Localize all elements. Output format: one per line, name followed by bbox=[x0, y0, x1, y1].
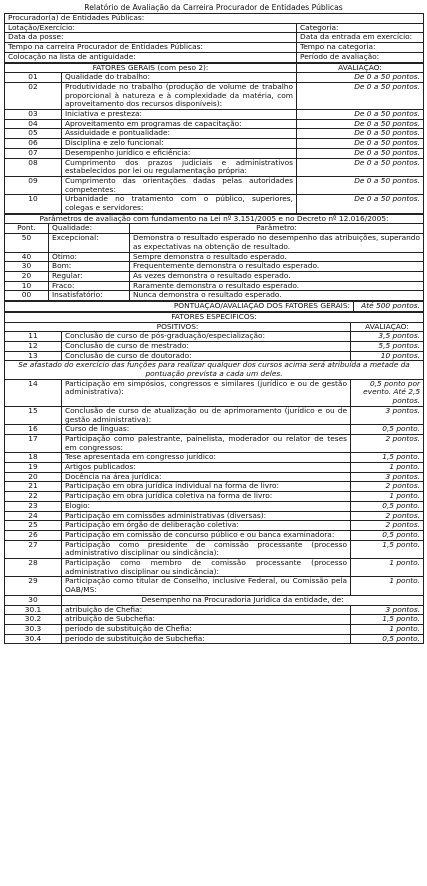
item-value: 3,5 pontos. bbox=[351, 332, 424, 342]
item-number: 08 bbox=[5, 158, 62, 176]
item-value: 0,5 ponto. bbox=[351, 530, 424, 540]
item-text: Artigos publicados: bbox=[62, 463, 351, 473]
item-text: Iniciativa e presteza: bbox=[62, 110, 297, 120]
pont-cell: 30 bbox=[5, 262, 49, 272]
item-value: 2 pontos. bbox=[351, 511, 424, 521]
item-value: 0,5 ponto. bbox=[351, 501, 424, 511]
qual-cell: Bom: bbox=[49, 262, 130, 272]
especificos-title: FATORES ESPECÍFICOS: bbox=[5, 312, 424, 322]
table-row bbox=[5, 341, 424, 351]
item-text: atribuição de Chefia: bbox=[62, 605, 351, 615]
especificos-table bbox=[4, 312, 424, 645]
item-value: De 0 a 50 pontos. bbox=[297, 129, 424, 139]
item-value: De 0 a 50 pontos. bbox=[297, 82, 424, 109]
item-text: Participação como presidente de comissão processante (processo administrativo disciplinar ou sindicância): bbox=[62, 540, 351, 558]
item-text: período de substituição de Chefia: bbox=[62, 625, 351, 635]
item-value: 5,5 pontos. bbox=[351, 341, 424, 351]
table-row bbox=[5, 634, 424, 644]
item-number: 26 bbox=[5, 530, 62, 540]
item-number: 05 bbox=[5, 129, 62, 139]
gerais-eval-header: AVALIAÇÃO: bbox=[297, 63, 424, 73]
item-value: De 0 a 50 pontos. bbox=[297, 148, 424, 158]
table-row bbox=[5, 501, 424, 511]
param-cell: Frequentemente demonstra o resultado esperado. bbox=[130, 262, 424, 272]
item-number: 03 bbox=[5, 110, 62, 120]
colocacao-field: Colocação na lista de antiguidade: bbox=[5, 52, 297, 62]
table-row bbox=[5, 176, 424, 194]
item-text: Tese apresentada em congresso jurídico: bbox=[62, 453, 351, 463]
item-number: 23 bbox=[5, 501, 62, 511]
item-number: 14 bbox=[5, 379, 62, 406]
qual-cell: Insatisfatório: bbox=[49, 291, 130, 301]
gerais-header: FATORES GERAIS (com peso 2): bbox=[5, 63, 297, 73]
item-text: Participação como palestrante, painelista, moderador ou relator de teses em congressos: bbox=[62, 434, 351, 452]
item-number: 18 bbox=[5, 453, 62, 463]
item-number: 29 bbox=[5, 577, 62, 595]
item-value: 1 ponto. bbox=[351, 625, 424, 635]
item-text: Assiduidade e pontualidade: bbox=[62, 129, 297, 139]
item-number: 25 bbox=[5, 521, 62, 531]
tempo-categoria-field: Tempo na categoria: bbox=[297, 43, 424, 53]
item-number: 28 bbox=[5, 559, 62, 577]
item-text: atribuição de Subchefia: bbox=[62, 615, 351, 625]
item-text: Curso de línguas: bbox=[62, 425, 351, 435]
col-pont-header: Pont. bbox=[5, 224, 49, 234]
item-value: De 0 a 50 pontos. bbox=[297, 195, 424, 213]
item-number: 24 bbox=[5, 511, 62, 521]
page-title: Relatório de Avaliação da Carreira Procurador de Entidades Públicas bbox=[84, 3, 343, 12]
col-qual-header: Qualidade: bbox=[49, 224, 130, 234]
table-row bbox=[5, 158, 424, 176]
item-text: Conclusão de curso de doutorado: bbox=[62, 351, 351, 361]
total-value: Até 500 pontos. bbox=[354, 302, 424, 312]
item-text: Conclusão de curso de mestrado: bbox=[62, 341, 351, 351]
param-cell: Sempre demonstra o resultado esperado. bbox=[130, 252, 424, 262]
item-value: De 0 a 50 pontos. bbox=[297, 119, 424, 129]
periodo-field: Período de avaliação: bbox=[297, 52, 424, 62]
item-text: Cumprimento dos prazos judiciais e administrativos estabelecidos por lei ou regulamentação própria: bbox=[62, 158, 297, 176]
table-row bbox=[5, 540, 424, 558]
item-number: 12 bbox=[5, 341, 62, 351]
item-value: 3 pontos. bbox=[351, 472, 424, 482]
item-text: Qualidade do trabalho: bbox=[62, 73, 297, 83]
item-number: 20 bbox=[5, 472, 62, 482]
item-text: Participação em comissões administrativas (diversas): bbox=[62, 511, 351, 521]
item-number: 27 bbox=[5, 540, 62, 558]
item-text: Disciplina e zelo funcional: bbox=[62, 139, 297, 149]
item-text: Docência na área jurídica: bbox=[62, 472, 351, 482]
param-cell: Raramente demonstra o resultado esperado. bbox=[130, 281, 424, 291]
total-label: PONTUAÇÃO/AVALIAÇÃO DOS FATORES GERAIS: bbox=[5, 302, 354, 312]
table-row bbox=[5, 559, 424, 577]
item-number: 10 bbox=[5, 195, 62, 213]
table-row bbox=[5, 577, 424, 595]
item-value: 3 pontos. bbox=[351, 406, 424, 424]
item-text: Participação como membro de comissão processante (processo administrativo disciplinar ou sindicância): bbox=[62, 559, 351, 577]
table-row bbox=[5, 425, 424, 435]
table-row bbox=[5, 595, 424, 605]
qual-cell: Regular: bbox=[49, 271, 130, 281]
item-number: 09 bbox=[5, 176, 62, 194]
item-number: 07 bbox=[5, 148, 62, 158]
item-value: 2 pontos. bbox=[351, 482, 424, 492]
item-number: 30.1 bbox=[5, 605, 62, 615]
item-text: Participação como titular de Conselho, inclusive Federal, ou Comissão pela OAB/MS: bbox=[62, 577, 351, 595]
pont-cell: 00 bbox=[5, 291, 49, 301]
pont-cell: 20 bbox=[5, 271, 49, 281]
item-text: Conclusão de curso de pós-graduação/especialização: bbox=[62, 332, 351, 342]
item-text: Cumprimento das orientações dadas pelas autoridades competentes: bbox=[62, 176, 297, 194]
item-number: 04 bbox=[5, 119, 62, 129]
item-text: Produtividade no trabalho (produção de volume de trabalho proporcional à natureza e à complexidade da matéria, com aproveitamento dos recursos disponíveis): bbox=[62, 82, 297, 109]
item-value: 1 ponto. bbox=[351, 492, 424, 502]
item-text: Participação em comissão de concurso público e ou banca examinadora: bbox=[62, 530, 351, 540]
item-number: 30.4 bbox=[5, 634, 62, 644]
parametros-title: Parâmetros de avaliação com fundamento na Lei nº 3.151/2005 e no Decreto nº 12.016/2005: bbox=[5, 214, 424, 224]
item-number: 16 bbox=[5, 425, 62, 435]
item-text: Aproveitamento em programas de capacitação: bbox=[62, 119, 297, 129]
procurador-field: Procurador(a) de Entidades Públicas: bbox=[5, 14, 424, 24]
item-text: Conclusão de curso de atualização ou de aprimoramento (jurídico e ou de gestão administrativa): bbox=[62, 406, 351, 424]
data-posse-field: Data da posse: bbox=[5, 33, 297, 43]
item-number: 30 bbox=[5, 595, 62, 605]
item-number: 17 bbox=[5, 434, 62, 452]
item-value: 0,5 ponto. bbox=[351, 634, 424, 644]
item-text: Participação em simpósios, congressos e similares (jurídico e ou de gestão administrativa): bbox=[62, 379, 351, 406]
positivos-header: POSITIVOS: bbox=[5, 322, 351, 332]
table-row bbox=[5, 73, 424, 83]
col-param-header: Parâmetro: bbox=[130, 224, 424, 234]
table-row bbox=[5, 139, 424, 149]
item-value: 1 ponto. bbox=[351, 559, 424, 577]
lotacao-field: Lotação/Exercício: bbox=[5, 23, 297, 33]
item-number: 22 bbox=[5, 492, 62, 502]
item-number: 30.2 bbox=[5, 615, 62, 625]
item-value: De 0 a 50 pontos. bbox=[297, 110, 424, 120]
table-row bbox=[5, 110, 424, 120]
item-number: 15 bbox=[5, 406, 62, 424]
item-number: 11 bbox=[5, 332, 62, 342]
table-row bbox=[5, 332, 424, 342]
table-row bbox=[5, 234, 424, 252]
pont-cell: 50 bbox=[5, 234, 49, 252]
header-table bbox=[4, 13, 424, 63]
item-number: 06 bbox=[5, 139, 62, 149]
item-text: Participação em obra jurídica individual na forma de livro: bbox=[62, 482, 351, 492]
table-row bbox=[5, 291, 424, 301]
item-value: 1 ponto. bbox=[351, 463, 424, 473]
table-row bbox=[5, 271, 424, 281]
item-value: 1,5 ponto. bbox=[351, 540, 424, 558]
table-row bbox=[5, 82, 424, 109]
item-number: 30.3 bbox=[5, 625, 62, 635]
item-text: período de substituição de Subchefia: bbox=[62, 634, 351, 644]
categoria-field: Categoria: bbox=[297, 23, 424, 33]
item-value: 3 pontos. bbox=[351, 605, 424, 615]
item-text: Desempenho jurídico e eficiência: bbox=[62, 148, 297, 158]
item-number: 02 bbox=[5, 82, 62, 109]
especificos-eval-header: AVALIAÇÃO: bbox=[351, 322, 424, 332]
table-row bbox=[5, 463, 424, 473]
courses-note: Se afastado do exercício das funções para realizar qualquer dos cursos acima será atribuída a metade da pontuação prevista a cada um deles. bbox=[5, 361, 424, 379]
table-row bbox=[5, 406, 424, 424]
total-table bbox=[4, 301, 424, 312]
item-number: 13 bbox=[5, 351, 62, 361]
item-value: 0,5 ponto. bbox=[351, 425, 424, 435]
pont-cell: 40 bbox=[5, 252, 49, 262]
item-text: Participação em obra jurídica coletiva na forma de livro: bbox=[62, 492, 351, 502]
param-cell: Às vezes demonstra o resultado esperado. bbox=[130, 271, 424, 281]
param-cell: Nunca demonstra o resultado esperado. bbox=[130, 291, 424, 301]
item-number: 21 bbox=[5, 482, 62, 492]
item-text: Participação em órgão de deliberação coletiva: bbox=[62, 521, 351, 531]
table-row bbox=[5, 521, 424, 531]
item-value: 10 pontos. bbox=[351, 351, 424, 361]
item-value: 2 pontos. bbox=[351, 434, 424, 452]
item-text: Elogio: bbox=[62, 501, 351, 511]
item-text: Desempenho na Procuradoria Jurídica da entidade, de: bbox=[62, 595, 424, 605]
table-row bbox=[5, 492, 424, 502]
tempo-carreira-field: Tempo na carreira Procurador de Entidades Públicas: bbox=[5, 43, 297, 53]
param-cell: Demonstra o resultado esperado no desempenho das atribuições, superando as expectativas na obtenção de resultado. bbox=[130, 234, 424, 252]
data-entrada-field: Data da entrada em exercício: bbox=[297, 33, 424, 43]
parametros-table bbox=[4, 214, 424, 301]
table-row bbox=[5, 625, 424, 635]
qual-cell: Excepcional: bbox=[49, 234, 130, 252]
qual-cell: Fraco: bbox=[49, 281, 130, 291]
qual-cell: Ótimo: bbox=[49, 252, 130, 262]
item-value: 2 pontos. bbox=[351, 521, 424, 531]
pont-cell: 10 bbox=[5, 281, 49, 291]
table-row bbox=[5, 530, 424, 540]
item-value: 1,5 ponto. bbox=[351, 453, 424, 463]
item-value: De 0 a 50 pontos. bbox=[297, 158, 424, 176]
item-number: 01 bbox=[5, 73, 62, 83]
item-value: De 0 a 50 pontos. bbox=[297, 176, 424, 194]
item-value: De 0 a 50 pontos. bbox=[297, 139, 424, 149]
item-value: De 0 a 50 pontos. bbox=[297, 73, 424, 83]
table-row bbox=[5, 148, 424, 158]
table-row bbox=[5, 195, 424, 213]
table-row bbox=[5, 434, 424, 452]
item-number: 19 bbox=[5, 463, 62, 473]
item-value: 1 ponto. bbox=[351, 577, 424, 595]
item-value: 0,5 ponto por evento. Até 2,5 pontos. bbox=[351, 379, 424, 406]
table-row bbox=[5, 379, 424, 406]
item-text: Urbanidade no tratamento com o público, superiores, colegas e servidores: bbox=[62, 195, 297, 213]
item-value: 1,5 ponto. bbox=[351, 615, 424, 625]
gerais-table bbox=[4, 63, 424, 214]
